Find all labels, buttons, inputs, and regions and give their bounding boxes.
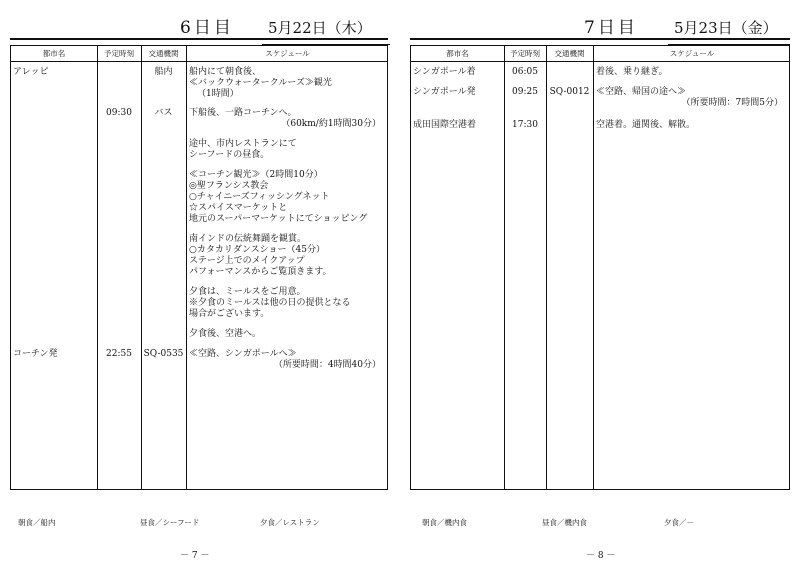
row-time: 17:30 xyxy=(512,120,538,130)
schedule-line: 船内にて朝食後、 xyxy=(189,67,262,77)
row-city: シンガポール発 xyxy=(413,87,476,97)
col-time-header: 予定時刻 xyxy=(510,49,540,58)
day-title: 7日目 xyxy=(584,18,638,38)
column-divider xyxy=(186,46,187,489)
row-city: コーチン発 xyxy=(13,349,58,359)
schedule-line: 着後、乗り継ぎ。 xyxy=(596,67,668,77)
schedule-line: ○チャイニーズフィッシングネット xyxy=(189,192,330,202)
row-transport: SQ-0012 xyxy=(549,87,590,97)
schedule-line: ≪空路、シンガポールへ≫ xyxy=(189,349,297,359)
page-number: － 7 － xyxy=(180,551,210,561)
schedule-line: ◎聖フランシス教会 xyxy=(189,181,269,191)
column-divider xyxy=(546,46,547,489)
col-schedule-header: スケジュール xyxy=(265,49,310,58)
day-date xyxy=(268,17,372,38)
meal-lunch: 昼食／シーフード xyxy=(140,518,200,527)
row-transport: SQ-0535 xyxy=(143,349,184,359)
schedule-line: ☆スパイスマーケットと xyxy=(189,203,288,213)
schedule-table xyxy=(10,45,388,490)
date-text: 5月22日（木） xyxy=(268,19,372,37)
schedule-line: ≪バックウォータークルーズ≫観光 xyxy=(189,78,332,88)
schedule-line: （1時間） xyxy=(197,89,239,99)
schedule-line: ≪空路、帰国の途へ≫ xyxy=(596,87,687,97)
row-city: 成田国際空港着 xyxy=(413,120,477,130)
schedule-line: ステージ上でのメイクアップ xyxy=(189,256,305,266)
meal-dinner: 夕食／レストラン xyxy=(260,518,320,527)
schedule-line: （所要時間：7時間5分） xyxy=(681,98,783,108)
column-divider xyxy=(593,46,594,489)
table-header xyxy=(11,46,387,62)
day-date xyxy=(674,17,778,38)
schedule-line: 地元のスーパーマーケットにてショッピング xyxy=(189,214,368,224)
table-header xyxy=(411,46,789,62)
meal-breakfast: 朝食／船内 xyxy=(18,518,56,527)
day-header xyxy=(10,14,388,40)
schedule-line: （60km/約1時間30分） xyxy=(281,119,381,129)
col-city-header: 都市名 xyxy=(42,49,66,58)
row-time: 22:55 xyxy=(106,349,132,359)
schedule-line: 夕食は、ミールスをご用意。 xyxy=(189,287,306,297)
day-header xyxy=(410,14,790,40)
row-time: 06:05 xyxy=(512,67,538,77)
row-transport: バス xyxy=(154,108,173,118)
schedule-line: 途中、市内レストランにて xyxy=(189,139,297,149)
meal-breakfast: 朝食／機内食 xyxy=(422,518,467,527)
day-title: 6日目 xyxy=(180,18,234,38)
col-time-header: 予定時刻 xyxy=(104,49,134,58)
schedule-line: 夕食後、空港へ。 xyxy=(189,329,262,339)
row-time: 09:25 xyxy=(512,87,538,97)
meal-dinner: 夕食／－ xyxy=(664,518,694,527)
schedule-line: 下船後、一路コーチンへ。 xyxy=(189,108,297,118)
col-city-header: 都市名 xyxy=(446,49,469,58)
schedule-line: ≪コーチン観光≫（2時間10分） xyxy=(189,170,323,180)
schedule-line: 南インドの伝統舞踊を観賞。 xyxy=(189,234,307,244)
row-city: アレッピ xyxy=(13,67,49,77)
meal-lunch: 昼食／機内食 xyxy=(542,518,587,527)
schedule-line: （所要時間：4時間40分） xyxy=(273,360,381,370)
schedule-line: ※夕食のミールスは他の日の提供となる xyxy=(189,298,351,308)
column-divider xyxy=(504,46,505,489)
schedule-table xyxy=(410,45,790,490)
row-time: 09:30 xyxy=(106,108,132,118)
row-city: シンガポール着 xyxy=(413,67,476,77)
col-transport-header: 交通機関 xyxy=(554,49,585,58)
date-text: 5月23日（金） xyxy=(674,19,778,37)
page-number: － 8 － xyxy=(586,551,616,561)
page-right xyxy=(408,0,800,564)
col-transport-header: 交通機関 xyxy=(148,49,179,58)
schedule-line: ○カタカリダンスショー（45分） xyxy=(189,245,325,255)
schedule-line: パフォーマンスからご覧頂きます。 xyxy=(189,267,332,277)
schedule-line: シーフードの昼食。 xyxy=(189,150,270,160)
col-schedule-header: スケジュール xyxy=(669,49,715,58)
header-rule xyxy=(10,38,388,40)
schedule-line: 空港着。通関後、解散。 xyxy=(596,120,696,130)
schedule-line: 場合がございます。 xyxy=(189,309,270,319)
header-rule xyxy=(410,38,790,40)
row-transport: 船内 xyxy=(154,67,173,77)
